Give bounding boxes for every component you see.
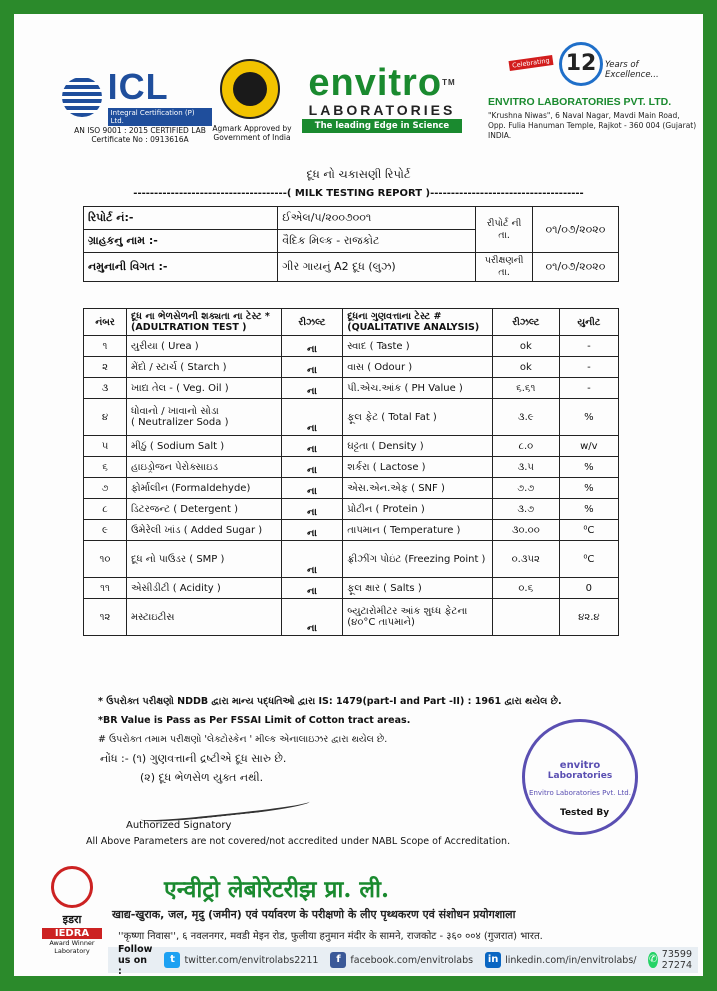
row-result: ના <box>281 357 342 378</box>
linkedin-link[interactable]: in linkedin.com/in/envitrolabs/ <box>485 952 636 968</box>
row-unit: 0 <box>559 578 618 599</box>
note-2: *BR Value is Pass as Per FSSAI Limit of Cotton tract areas. <box>98 715 411 726</box>
table-row <box>84 578 619 599</box>
table-row <box>84 541 619 578</box>
iedra-logo-icon <box>51 866 93 908</box>
agmark-seal-icon <box>220 59 280 119</box>
table-row <box>84 399 619 436</box>
col-adulteration: દૂધ ના ભેળસેળની શક્યતા ના ટેસ્ટ * (ADULTRATION TEST ) <box>127 309 282 336</box>
company-address: "Krushna Niwas", 6 Naval Nagar, Mavdi Main Road, Opp. Fulia Hanuman Temple, Rajkot - 360 004 (Gujarat) INDIA. <box>488 111 697 140</box>
iedra-caption: Award Winner Laboratory <box>49 939 95 955</box>
envitro-logo <box>302 64 462 133</box>
row-qualitative: તાપમાન ( Temperature ) <box>343 520 493 541</box>
report-no: ઈએલ/૫/૨૦૦૭૦૦૧ <box>278 207 476 230</box>
table-row <box>84 378 619 399</box>
icl-globe-icon <box>62 77 102 117</box>
row-unit: - <box>559 336 618 357</box>
row-qualitative: ફૂલ ફેટ ( Total Fat ) <box>343 399 493 436</box>
row-result: ના <box>281 499 342 520</box>
row-result2: ૮.૦ <box>492 436 559 457</box>
icl-logo <box>62 66 212 127</box>
remark-1: (૧) ગુણવત્તાની દ્રષ્ટીએ દૂધ સારુ છે. <box>132 752 287 765</box>
agmark-caption: Agmark Approved by Government of India <box>212 124 292 142</box>
row-unit: - <box>559 378 618 399</box>
report-no-label: રિપોર્ટ નં:- <box>84 207 278 230</box>
row-qualitative: ફ્રીઝીંગ પોઇંટ (Freezing Point ) <box>343 541 493 578</box>
anniv-number: 12 <box>559 42 603 86</box>
row-unit: % <box>559 499 618 520</box>
test-date: ૦૧/૦૭/૨૦૨૦ <box>532 253 618 282</box>
social-bar <box>108 943 698 976</box>
facebook-link[interactable]: f facebook.com/envitrolabs <box>330 952 473 968</box>
row-result: ના <box>281 541 342 578</box>
row-unit: ૪૨.૪ <box>559 599 618 636</box>
col-unit: યુનીટ <box>559 309 618 336</box>
row-no: ૪ <box>84 399 127 436</box>
row-unit: ⁰C <box>559 541 618 578</box>
table-row <box>84 499 619 520</box>
row-qualitative: સ્વાદ ( Taste ) <box>343 336 493 357</box>
footer-line2: खाद्य-खुराक, जल, मृदु (जमीन) एवं पर्यावरण के परीक्षणो के लीए पृथ्थकरण एवं संशोधन प्रयोगशाला <box>112 908 516 921</box>
row-result2: ૭.૭ <box>492 478 559 499</box>
stamp-top: Envitro Laboratories Pvt. Ltd. <box>529 789 631 797</box>
row-no: ૬ <box>84 457 127 478</box>
row-result2: ok <box>492 336 559 357</box>
row-result: ના <box>281 457 342 478</box>
company-name: ENVITRO LABORATORIES PVT. LTD. <box>488 96 672 108</box>
icl-sub: Integral Certification (P) Ltd. <box>108 108 212 126</box>
remark-label: નોંધ :- <box>100 752 129 765</box>
row-result2: ૩.૫ <box>492 457 559 478</box>
row-result: ના <box>281 378 342 399</box>
row-no: ૭ <box>84 478 127 499</box>
row-result: ના <box>281 478 342 499</box>
row-qualitative: પી.એચ.આંક ( PH Value ) <box>343 378 493 399</box>
remarks <box>100 749 286 787</box>
row-unit: - <box>559 357 618 378</box>
row-result: ના <box>281 520 342 541</box>
row-result2: ૩.૭ <box>492 499 559 520</box>
row-qualitative: ફૂલ ક્ષાર ( Salts ) <box>343 578 493 599</box>
table-row <box>84 336 619 357</box>
row-no: ૮ <box>84 499 127 520</box>
col-result: રીઝલ્ટ <box>281 309 342 336</box>
qual-eng: (QUALITATIVE ANALYSIS) <box>347 322 480 333</box>
row-adulteration: ખાદ્ય તેલ - ( Veg. Oil ) <box>127 378 282 399</box>
phone-link[interactable]: ✆ 73599 27274 <box>648 949 693 971</box>
whatsapp-icon: ✆ <box>648 952 657 968</box>
results-table <box>83 308 619 636</box>
nabl-disclaimer: All Above Parameters are not covered/not accredited under NABL Scope of Accreditation. <box>86 836 511 847</box>
icl-name: ICL <box>107 66 169 107</box>
stamp-mid: envitro <box>559 760 601 771</box>
row-no: ૧ <box>84 336 127 357</box>
row-unit: % <box>559 478 618 499</box>
table-row <box>84 520 619 541</box>
iedra-name: IEDRA <box>42 928 102 939</box>
customer: વૈદિક મિલ્ક - રાજકોટ <box>278 230 476 253</box>
row-result2: ok <box>492 357 559 378</box>
adult-eng: (ADULTRATION TEST ) <box>131 322 247 333</box>
iedra-hindi: इडरा <box>62 913 82 926</box>
row-qualitative: પ્રોટીન ( Protein ) <box>343 499 493 520</box>
row-adulteration: ધોવાનો / ખાવાનો સોડા ( Neutralizer Soda ) <box>127 399 282 436</box>
row-no: ૧૦ <box>84 541 127 578</box>
stamp-mid2: Laboratories <box>547 771 613 781</box>
col-no: નંબર <box>84 309 127 336</box>
tested-by: Tested By <box>560 808 610 818</box>
row-result: ના <box>281 578 342 599</box>
footer-line3: ''कृष्णा निवास'', ६ नवलनगर, मवडी मेइन रोड, फुलीया हनुमान मंदीर के सामने, राजकोट - ३६० ००४ (गुजरात) भारत. <box>118 931 543 942</box>
row-unit: % <box>559 399 618 436</box>
col-qualitative: દૂધના ગુણવત્તાના ટેસ્ટ # (QUALITATIVE ANALYSIS) <box>343 309 493 336</box>
authorized-signatory: Authorized Signatory <box>126 820 232 831</box>
linkedin-icon: in <box>485 952 501 968</box>
table-row <box>84 457 619 478</box>
qual-hash: # <box>433 311 442 322</box>
remark-2: (૨) દૂધ ભેળસેળ યુક્ત નથી. <box>140 771 264 784</box>
row-qualitative: એસ.એન.એફ ( SNF ) <box>343 478 493 499</box>
row-unit: w/v <box>559 436 618 457</box>
adult-star: * <box>264 311 270 322</box>
row-result: ના <box>281 436 342 457</box>
twitter-link[interactable]: t twitter.com/envitrolabs2211 <box>164 952 318 968</box>
follow-label: Follow us on : <box>118 943 153 976</box>
envitro-tm: TM <box>442 78 456 87</box>
note-1: * ઉપરોક્ત પરીક્ષણો NDDB દ્વારા માન્ય પદ્ધતિઓ દ્વારા IS: 1479(part-I and Part -II) : 1961 દ્વારા થયેલ છે. <box>98 696 562 707</box>
row-no: ૫ <box>84 436 127 457</box>
row-adulteration: હાઇડ્રોજન પેરોક્સાઇડ <box>127 457 282 478</box>
table-row <box>84 357 619 378</box>
title-english: -------------------------------------( MILK TESTING REPORT )------------------------------------- <box>133 188 584 199</box>
report-date-label: રીપોર્ટ ની તા. <box>476 207 533 253</box>
customer-label: ગ્રાહકનુ નામ :- <box>84 230 278 253</box>
iedra-badge <box>42 866 102 955</box>
row-result2: ૦.૩૫૨ <box>492 541 559 578</box>
icl-caption: AN ISO 9001 : 2015 CERTIFIED LAB Certificate No : 0913616A <box>74 126 206 144</box>
row-adulteration: ઉમેરેલી ખાંડ ( Added Sugar ) <box>127 520 282 541</box>
sample-label: નમુનાની વિગત :- <box>84 253 278 282</box>
row-adulteration: દૂધ નો પાઉડર ( SMP ) <box>127 541 282 578</box>
note-3: # ઉપરોક્ત તમામ પરીક્ષણો 'લેક્ટોસ્કેન ' મીલ્ક એનાલાઇઝર દ્વારા થયેલ છે. <box>98 734 388 745</box>
row-no: ૧૧ <box>84 578 127 599</box>
envitro-lab: LABORATORIES <box>308 102 456 118</box>
results-rows <box>84 336 619 636</box>
row-result2: ૩૦.૦૦ <box>492 520 559 541</box>
row-adulteration: ફોર્માલીન (Formaldehyde) <box>127 478 282 499</box>
anniv-text: of Excellence... <box>605 60 659 80</box>
table-row <box>84 478 619 499</box>
row-qualitative: વાસ ( Odour ) <box>343 357 493 378</box>
row-unit: ⁰C <box>559 520 618 541</box>
title-gujarati: દૂધ નો ચકાસણી રિપોર્ટ <box>306 167 411 181</box>
table-row <box>84 599 619 636</box>
row-adulteration: ડિટરજન્ટ ( Detergent ) <box>127 499 282 520</box>
facebook-icon: f <box>330 952 346 968</box>
anniversary-badge <box>509 42 689 88</box>
twitter-icon: t <box>164 952 180 968</box>
report-date: ૦૧/૦૭/૨૦૨૦ <box>532 207 618 253</box>
row-adulteration: એસીડીટી ( Acidity ) <box>127 578 282 599</box>
row-result: ના <box>281 399 342 436</box>
row-adulteration: મીઠું ( Sodium Salt ) <box>127 436 282 457</box>
row-adulteration: યુરીયા ( Urea ) <box>127 336 282 357</box>
anniv-ribbon: Celebrating <box>509 55 554 71</box>
row-no: ૩ <box>84 378 127 399</box>
test-date-label: પરીક્ષણની તા. <box>476 253 533 282</box>
table-row <box>84 436 619 457</box>
row-result2: ૩.૯ <box>492 399 559 436</box>
col-result2: રીઝલ્ટ <box>492 309 559 336</box>
row-result2: ૬.૬૧ <box>492 378 559 399</box>
report-page <box>14 14 703 976</box>
row-unit: % <box>559 457 618 478</box>
row-result2: ૦.૬ <box>492 578 559 599</box>
row-qualitative: બ્યુટારોમીટર આંક શુધ્ધ ફેટના (૪૦°C તાપમાને) <box>343 599 493 636</box>
row-no: ૯ <box>84 520 127 541</box>
row-result: ના <box>281 336 342 357</box>
row-result: ના <box>281 599 342 636</box>
row-no: ૨ <box>84 357 127 378</box>
row-qualitative: શર્કરા ( Lactose ) <box>343 457 493 478</box>
anniv-years: Years <box>605 60 628 70</box>
row-qualitative: ઘટ્ટતા ( Density ) <box>343 436 493 457</box>
row-adulteration: મસ્ટાઇટીસ <box>127 599 282 636</box>
envitro-name: envitro <box>308 62 443 104</box>
envitro-tagline: The leading Edge in Science <box>302 119 462 133</box>
sample: ગીર ગાયનું A2 દૂધ (લુઝ) <box>278 253 476 282</box>
row-adulteration: મેંદો / સ્ટાર્ચ ( Starch ) <box>127 357 282 378</box>
footer-hindi-name: एन्वीट्रो लेबोरेटरीझ प्रा. ली. <box>164 876 389 903</box>
row-result2 <box>492 599 559 636</box>
row-no: ૧૨ <box>84 599 127 636</box>
report-info-table <box>83 206 619 282</box>
